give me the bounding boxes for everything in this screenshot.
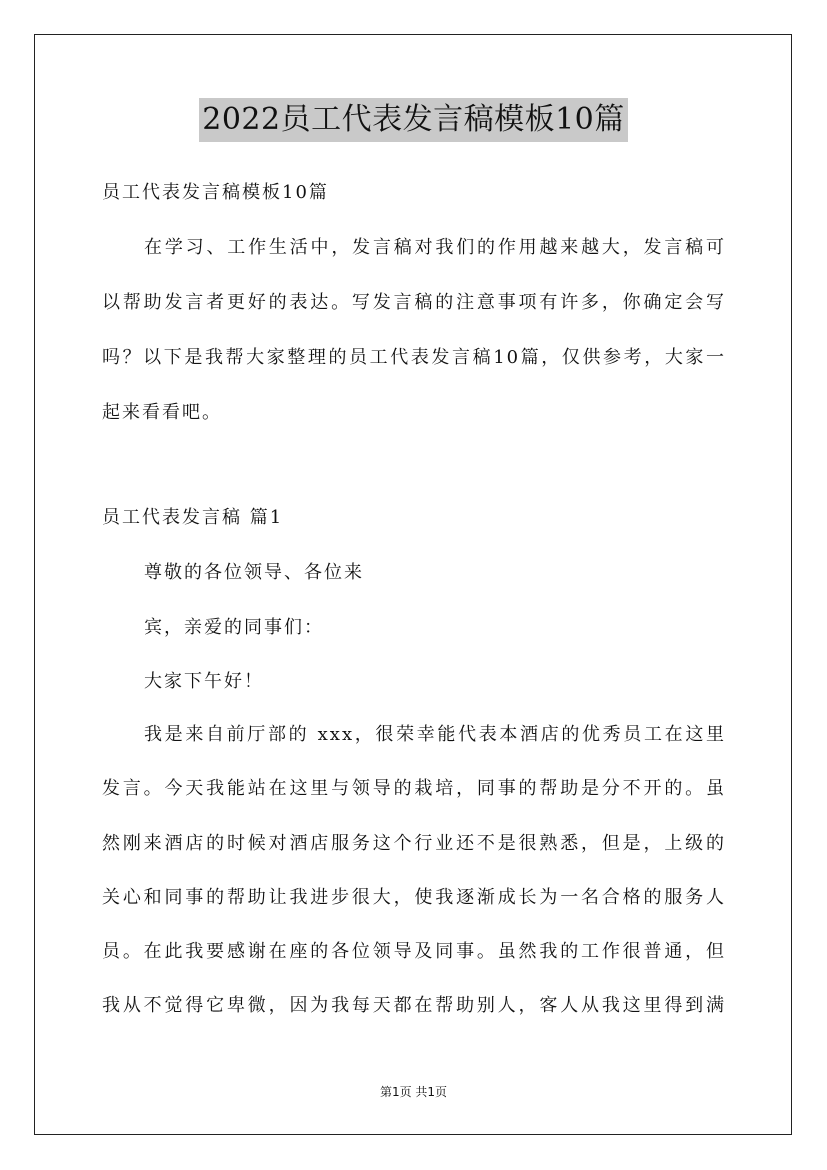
document-subtitle: 员工代表发言稿模板10篇 bbox=[102, 182, 329, 203]
title-container bbox=[0, 98, 827, 142]
intro-line-4: 起来看看吧。 bbox=[102, 402, 222, 423]
document-title: 2022员工代表发言稿模板10篇 bbox=[199, 98, 628, 142]
intro-line-3: 吗？以下是我帮大家整理的员工代表发言稿10篇，仅供参考，大家一 bbox=[102, 347, 726, 368]
intro-line-2: 以帮助发言者更好的表达。写发言稿的注意事项有许多，你确定会写 bbox=[102, 292, 726, 313]
body-line-3: 然刚来酒店的时候对酒店服务这个行业还不是很熟悉，但是，上级的 bbox=[102, 833, 726, 854]
greeting-line-2: 宾，亲爱的同事们： bbox=[144, 617, 324, 638]
greeting-line-3: 大家下午好！ bbox=[144, 671, 264, 692]
body-line-1: 我是来自前厅部的 xxx，很荣幸能代表本酒店的优秀员工在这里 bbox=[144, 724, 726, 745]
section-heading: 员工代表发言稿 篇1 bbox=[102, 507, 284, 528]
greeting-line-1: 尊敬的各位领导、各位来 bbox=[144, 562, 364, 583]
body-line-2: 发言。今天我能站在这里与领导的栽培，同事的帮助是分不开的。虽 bbox=[102, 778, 726, 799]
body-line-4: 关心和同事的帮助让我进步很大，使我逐渐成长为一名合格的服务人 bbox=[102, 887, 726, 908]
page-footer: 第1页 共1页 bbox=[379, 1085, 448, 1099]
body-line-6: 我从不觉得它卑微，因为我每天都在帮助别人，客人从我这里得到满 bbox=[102, 995, 726, 1016]
intro-line-1: 在学习、工作生活中，发言稿对我们的作用越来越大，发言稿可 bbox=[144, 237, 726, 258]
body-line-5: 员。在此我要感谢在座的各位领导及同事。虽然我的工作很普通，但 bbox=[102, 941, 726, 962]
